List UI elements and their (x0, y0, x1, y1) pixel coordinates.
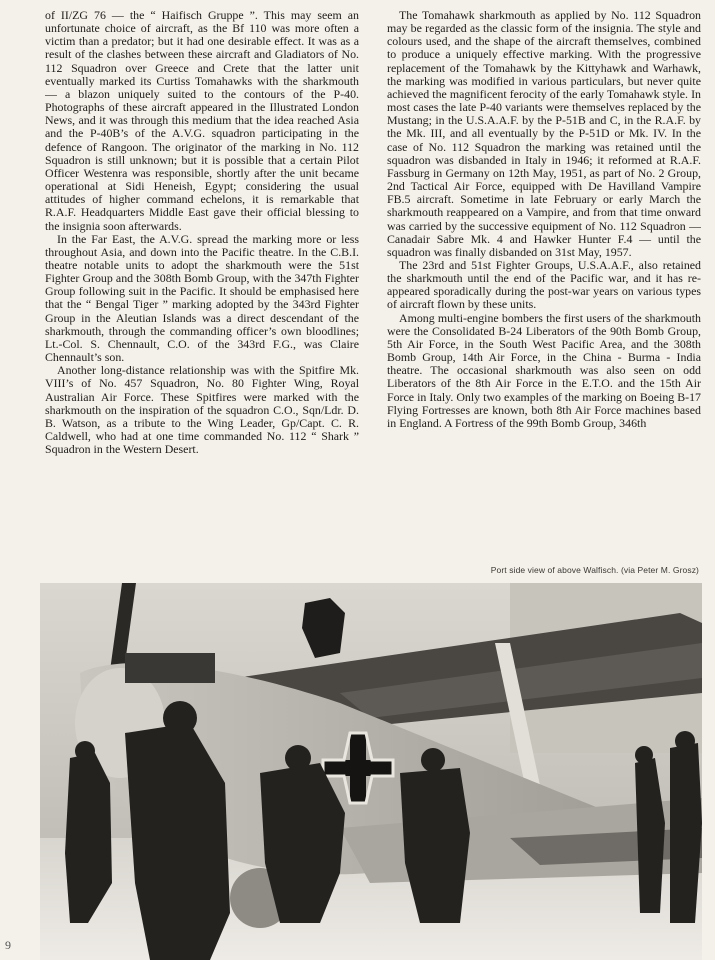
right-column (387, 9, 701, 557)
page-folio-mark: 9 (5, 938, 11, 952)
left-paragraph-2: In the Far East, the A.V.G. spread the marking more or less throughout Asia, and down into the Pacific theatre. In the C.B.I. theatre notable units to adopt the sharkmouth were the 51st Fighter Group and the 308th Bomb Group, with the 347th Fighter Group following suit in the Pacific. It should be emphasised here that the “ Bengal Tiger ” marking adopted by the 343rd Fighter Group in the Aleutian Islands was a direct descendant of the sharkmouth, through the commanding officer’s own bloodlines; Lt.-Col. S. Chennault, C.O. of the 343rd F.G., was Claire Chennault’s son. (45, 231, 359, 365)
right-paragraph-1: The Tomahawk sharkmouth as applied by No. 112 Squadron may be regarded as the classic form of the insignia. The style and colours used, and the shape of the aircraft themselves, combined to produce a uniquely effective marking. With the progressive replacement of the Tomahawk by the Kittyhawk and Warhawk, the marking was modified in various particulars, but never quite achieved the magnificent ferocity of the early Tomahawk style. In most cases the late P-40 variants were themselves replaced by the Mustang; in the U.S.A.A.F. by the P-51B and C, in the R.A.F. by the Mk. III, and all eventually by the P-51D or Mk. IV. In the case of No. 112 Squadron the marking was retained until the squadron was disbanded in Italy in 1946; it reformed at R.A.F. Fassburg in Germany on 12th May, 1951, as part of No. 2 Group, 2nd Tactical Air Force, equipped with De Havilland Vampire FB.5 aircraft. Sometime in late February or early March the sharkmouth reappeared on a Vampire, and from that time onward was carried by the successive equipment of No. 112 Squadron — Canadair Sabre Mk. 4 and Hawker Hunter F.4 — until the squadron was finally disbanded on 31st May, 1957. (387, 9, 701, 259)
right-paragraph-3: Among multi-engine bombers the first users of the sharkmouth were the Consolidated B-24 Liberators of the 90th Bomb Group, 5th Air Force, in the South West Pacific Area, and the 308th Bomb Group, 14th Air Force, in the China - Burma - India theatre. The occasional sharkmouth was also seen on odd Liberators of the 8th Air Force in the E.T.O. and the 15th Air Force in Italy. Only two examples of the marking on Boeing B-17 Flying Fortresses are known, both 8th Air Force machines based in England. A Fortress of the 99th Bomb Group, 346th (387, 310, 701, 430)
photo-illustration (40, 583, 702, 960)
left-paragraph-3: Another long-distance relationship was with the Spitfire Mk. VIII’s of No. 457 Squadron, No. 80 Fighter Wing, Royal Australian Air Force. These Spitfires were marked with the sharkmouth on the inspiration of the squadron C.O., Sqn/Ldr. D. B. Watson, as a tribute to the Wing Leader, Gp/Capt. C. R. Caldwell, who had at one time commanded No. 112 “ Shark ” Squadron in the Western Desert. (45, 363, 359, 457)
right-paragraph-2: The 23rd and 51st Fighter Groups, U.S.A.A.F., also retained the sharkmouth until the end of the Pacific war, and it has re-appeared sporadically during the post-war years on various types of aircraft flown by these units. (387, 257, 701, 312)
photo-caption: Port side view of above Walfisch. (via Peter M. Grosz) (490, 565, 699, 575)
left-column (45, 9, 359, 557)
left-paragraph-1: of II/ZG 76 — the “ Haifisch Gruppe ”. This may seem an unfortunate choice of aircraft, as the Bf 110 was more often a victim than a predator; but it had one desirable effect. It was as a result of the clashes between these aircraft and Gladiators of No. 112 Squadron over Greece and Crete that the latter unit eventually marked its Curtiss Tomahawks with the sharkmouth — a blazon uniquely suited to the contours of the P-40. Photographs of these aircraft appeared in the Illustrated London News, and it was through this medium that the idea reached Asia and the P-40B’s of the A.V.G. squadron participating in the defence of Rangoon. The originator of the marking in No. 112 Squadron is still unknown; but it is possible that a certain Pilot Officer Westenra was responsible, shortly after the unit became operational at Sidi Heneish, Egypt; considering the usual attitudes of higher command echelons, it is remarkable that R.A.F. Headquarters Middle East gave their official blessing to the insignia soon afterwards. (45, 9, 359, 233)
aircraft-photo (40, 583, 702, 960)
article-columns (45, 9, 701, 557)
